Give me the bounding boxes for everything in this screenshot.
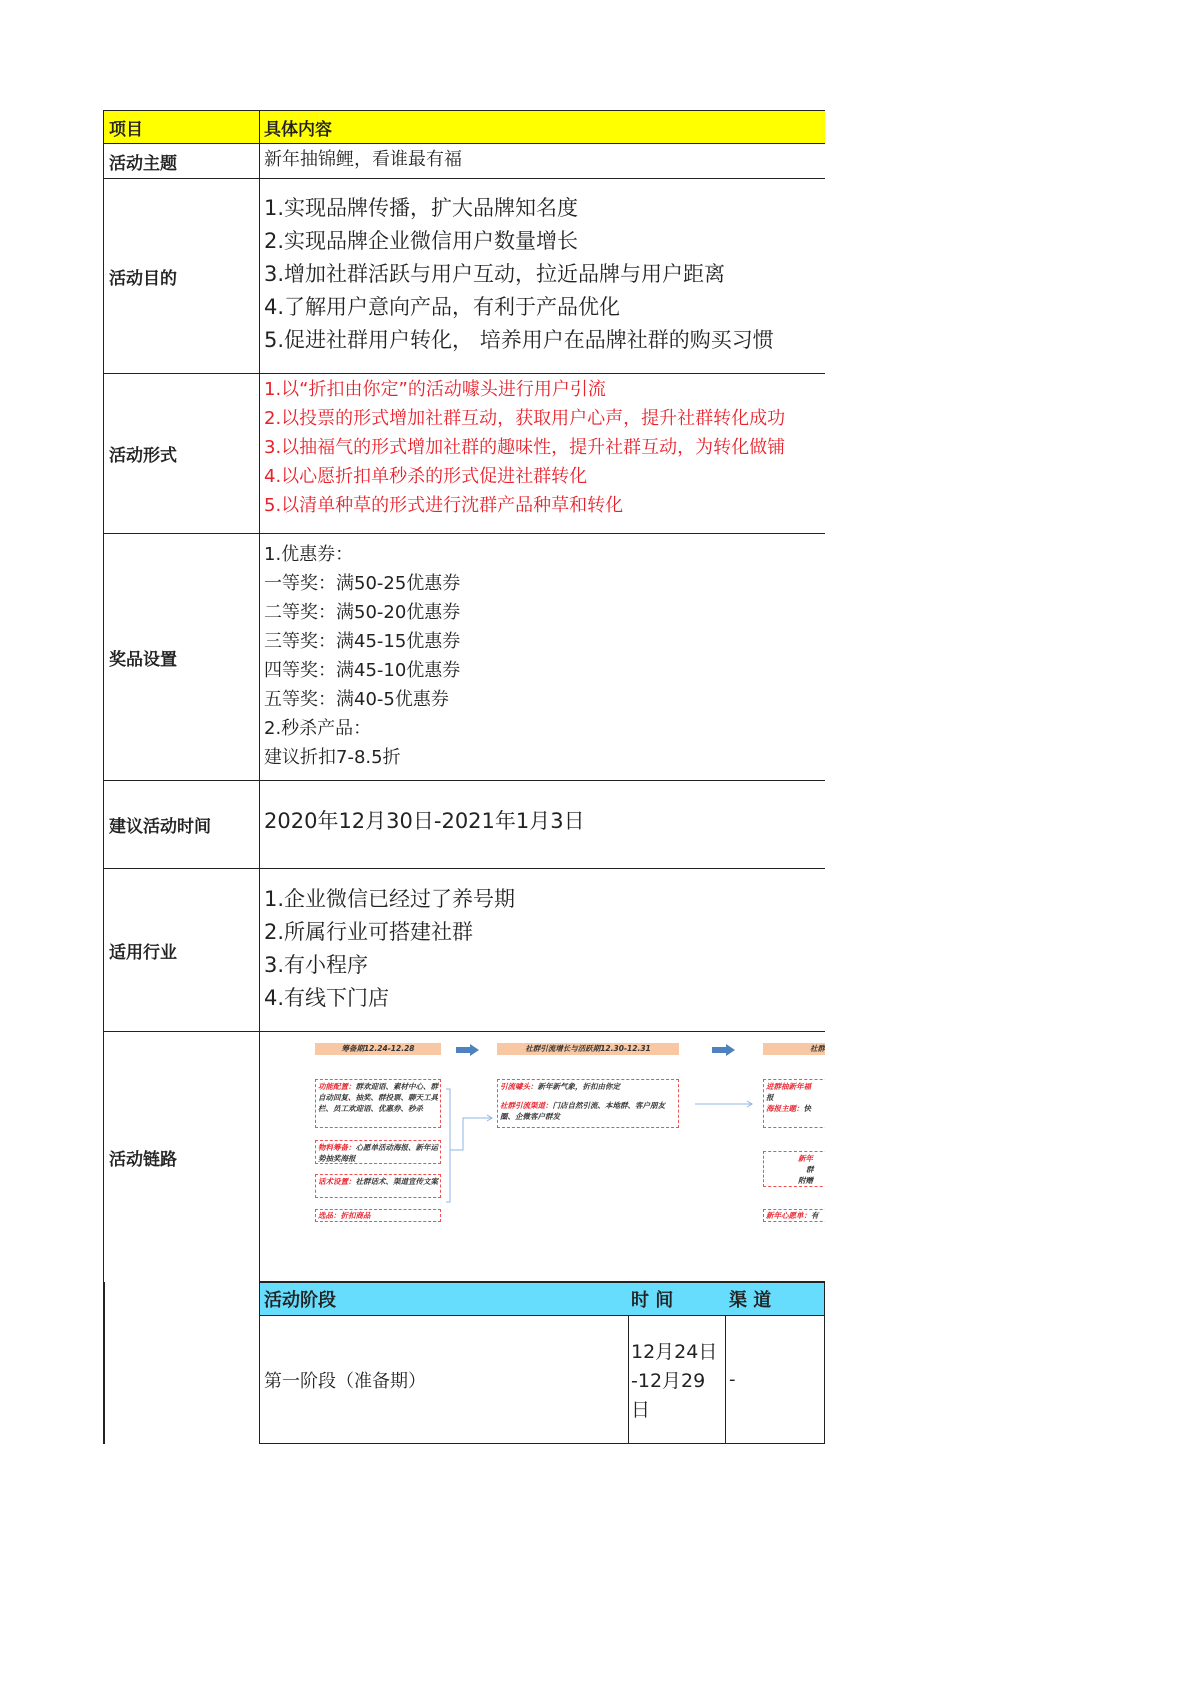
box-text: 附赠 [798, 1176, 813, 1185]
box-key: 功能配置： [318, 1082, 356, 1091]
box-key: 选品： [318, 1211, 341, 1220]
prize-item: 五等奖：满40-5优惠券 [264, 689, 449, 710]
stage-cell: 第一阶段（准备期） [259, 1315, 629, 1444]
time-header: 时 间 [627, 1282, 726, 1316]
box-key: 引流噱头： [500, 1082, 538, 1091]
time-label: 建议活动时间 [103, 780, 259, 868]
channel-header: 渠 道 [725, 1282, 825, 1316]
materials-box [315, 1140, 441, 1164]
box-key: 社群引流渠道： [500, 1101, 553, 1110]
purpose-item: 3.增加社群活跃与用户互动，拉近品牌与用户距离 [264, 262, 726, 286]
clip-mask [825, 1031, 845, 1282]
header-content: 具体内容 [259, 110, 825, 143]
stage-header: 活动阶段 [259, 1282, 629, 1316]
header-item: 项目 [103, 110, 259, 143]
stage3-box3 [763, 1209, 833, 1222]
traffic-box [497, 1079, 679, 1128]
theme-value: 新年抽锦鲤，看谁最有福 [259, 143, 825, 178]
prizes-list [259, 533, 825, 780]
time-value: 2020年12月30日-2021年1月3日 [259, 780, 825, 868]
box-key: 海报主题： [766, 1104, 804, 1113]
box-value: 有 [811, 1211, 819, 1220]
prize-item: 2.秒杀产品： [264, 718, 372, 739]
prize-item: 1.优惠券： [264, 544, 354, 565]
box-text: 新年 [798, 1154, 813, 1163]
time-line: 12月24日 [631, 1341, 718, 1363]
form-item: 1.以“折扣由你定”的活动噱头进行用户引流 [264, 379, 606, 400]
industry-list [259, 868, 825, 1031]
prizes-label: 奖品设置 [103, 533, 259, 780]
channel-cell: - [725, 1315, 825, 1444]
purpose-item: 2.实现品牌企业微信用户数量增长 [264, 229, 579, 253]
box-value: 心愿单活动海报、新年运势抽奖海报 [318, 1143, 438, 1163]
right-arrow-icon [456, 1044, 480, 1056]
stage3-box1 [763, 1079, 833, 1128]
product-box [315, 1209, 441, 1222]
purpose-item: 4.了解用户意向产品，有利于产品优化 [264, 295, 621, 319]
time-line: 日 [631, 1399, 651, 1421]
box-value: 折扣商品 [340, 1211, 371, 1220]
stage3-header: 社群 [763, 1043, 825, 1055]
industry-item: 4.有线下门店 [264, 986, 390, 1010]
box-key: 物料筹备： [318, 1143, 356, 1152]
industry-item: 1.企业微信已经过了养号期 [264, 887, 516, 911]
industry-item: 2.所属行业可搭建社群 [264, 920, 474, 944]
box-value: 门店自然引流、本地群、客户朋友圈、企微客户群发 [500, 1101, 665, 1121]
theme-label: 活动主题 [103, 143, 259, 178]
form-item: 5.以清单种草的形式进行沈群产品种草和转化 [264, 495, 624, 516]
bracket-connector [445, 1087, 495, 1205]
box-key: 新年心愿单： [766, 1211, 811, 1220]
box-key: 话术设置： [318, 1177, 356, 1186]
industry-label: 适用行业 [103, 868, 259, 1031]
stage3-box2 [763, 1151, 833, 1187]
prize-item: 三等奖：满45-15优惠券 [264, 631, 461, 652]
box-key: 进群抽新年福 [766, 1082, 811, 1091]
box-value: 群欢迎语、素材中心、群自动回复、抽奖、群投票、聊天工具栏、员工欢迎语、优惠券、秒杀 [318, 1082, 438, 1113]
industry-item: 3.有小程序 [264, 953, 369, 977]
script-box [315, 1174, 441, 1198]
thin-arrow [695, 1100, 755, 1108]
box-value: 社群话术、渠道宣传文案 [355, 1177, 438, 1186]
prize-item: 二等奖：满50-20优惠券 [264, 602, 461, 623]
stage2-header: 社群引流增长与活跃期12.30-12.31 [497, 1043, 679, 1055]
form-list [259, 373, 825, 533]
prize-item: 建议折扣7-8.5折 [264, 747, 401, 768]
purpose-label: 活动目的 [103, 178, 259, 373]
form-item: 2.以投票的形式增加社群互动，获取用户心声，提升社群转化成功 [264, 408, 786, 429]
prize-item: 四等奖：满45-10优惠券 [264, 660, 461, 681]
config-box [315, 1079, 441, 1128]
chain-label: 活动链路 [103, 1031, 259, 1282]
stage1-header: 筹备期12.24-12.28 [315, 1043, 441, 1055]
box-value: 新年新气象，折扣由你定 [537, 1082, 620, 1091]
time-line: -12月29 [631, 1370, 706, 1392]
purpose-item: 1.实现品牌传播，扩大品牌知名度 [264, 196, 579, 220]
box-text: 群 [806, 1165, 814, 1174]
purpose-list [259, 178, 825, 373]
form-item: 3.以抽福气的形式增加社群的趣味性，提升社群互动，为转化做铺 [264, 437, 786, 458]
box-value: 报 [766, 1093, 774, 1102]
right-arrow-icon [712, 1044, 736, 1056]
time-cell [627, 1315, 726, 1444]
form-item: 4.以心愿折扣单秒杀的形式促进社群转化 [264, 466, 588, 487]
form-label: 活动形式 [103, 373, 259, 533]
prize-item: 一等奖：满50-25优惠券 [264, 573, 461, 594]
purpose-item: 5.促进社群用户转化， 培养用户在品牌社群的购买习惯 [264, 328, 774, 352]
left-border [103, 1282, 105, 1444]
box-value: 快 [803, 1104, 811, 1113]
